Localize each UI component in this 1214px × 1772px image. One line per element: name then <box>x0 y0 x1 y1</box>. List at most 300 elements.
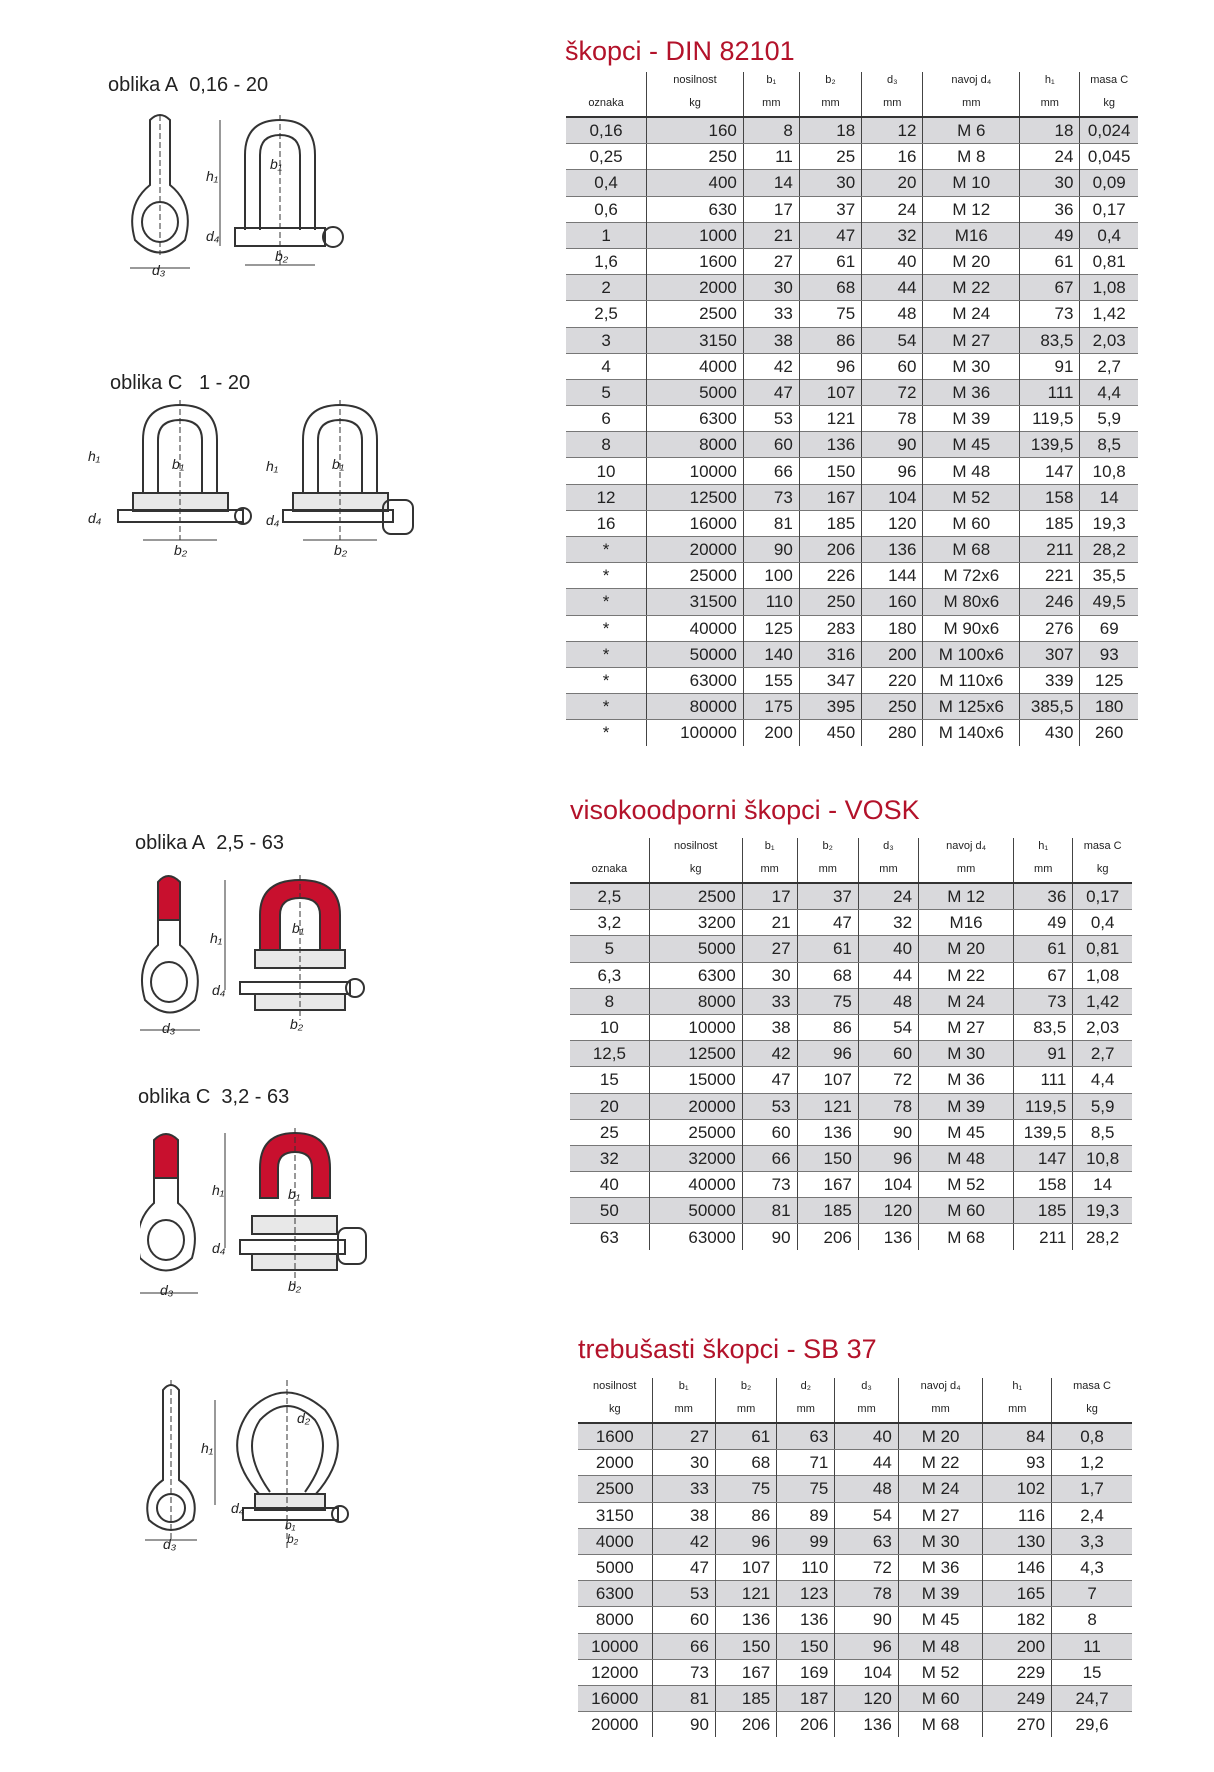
table-cell: 67 <box>1014 962 1073 988</box>
dim-b1-label: b₁ <box>270 156 283 172</box>
table-cell: 49 <box>1020 222 1080 248</box>
table-cell: M 100x6 <box>923 641 1020 667</box>
table-cell: 19,3 <box>1073 1198 1132 1224</box>
column-header-label: b₁ <box>764 840 775 852</box>
table-row <box>566 694 1138 720</box>
table-cell: M 20 <box>919 936 1014 962</box>
table-cell: M 12 <box>919 883 1014 910</box>
table-cell: M 60 <box>919 1198 1014 1224</box>
table-cell: M 22 <box>919 962 1014 988</box>
shackle-drawing-c1 <box>88 400 438 570</box>
table-cell: 121 <box>799 406 861 432</box>
table-cell: 125 <box>743 615 799 641</box>
table-cell: 316 <box>799 641 861 667</box>
din-title: škopci - DIN 82101 <box>565 36 795 66</box>
table-row <box>566 406 1138 432</box>
table-cell: 17 <box>742 883 797 910</box>
table-cell: 10000 <box>649 1014 742 1040</box>
column-header-label: nosilnost <box>673 840 718 852</box>
table-cell: 2500 <box>647 301 744 327</box>
dim-d3-label: d₃ <box>152 262 166 278</box>
column-header-unit: mm <box>956 863 976 875</box>
table-cell: 155 <box>743 667 799 693</box>
table-cell: 211 <box>1020 537 1080 563</box>
table-cell: 226 <box>799 563 861 589</box>
table-row <box>566 484 1138 510</box>
table-cell: 96 <box>797 1041 858 1067</box>
table-cell: 8 <box>566 432 647 458</box>
table-cell: 182 <box>983 1607 1052 1633</box>
table-cell: 33 <box>743 301 799 327</box>
table-cell: 6300 <box>578 1581 652 1607</box>
dim-b1-label: b₁ <box>292 920 305 936</box>
table-cell: 20 <box>862 170 923 196</box>
table-cell: 430 <box>1020 720 1080 746</box>
table-cell: 69 <box>1099 618 1119 638</box>
table-cell: 136 <box>862 537 923 563</box>
table-cell: 47 <box>742 1067 797 1093</box>
table-cell: 42 <box>743 353 799 379</box>
table-cell: 54 <box>862 327 923 353</box>
dim-b2-label: b₂ <box>288 1278 302 1294</box>
table-cell: * <box>566 537 647 563</box>
table-cell: 0,6 <box>566 196 647 222</box>
table-row <box>570 1172 1132 1198</box>
table-cell: 33 <box>742 988 797 1014</box>
table-cell: * <box>566 694 647 720</box>
table-cell: 1,7 <box>1052 1476 1132 1502</box>
table-cell: 40 <box>862 248 923 274</box>
table-row <box>578 1581 1132 1607</box>
table-cell: 385,5 <box>1020 694 1080 720</box>
table-cell: 40000 <box>647 615 744 641</box>
table-cell: 167 <box>797 1172 858 1198</box>
table-cell: 25000 <box>649 1119 742 1145</box>
table-cell: 100 <box>743 563 799 589</box>
table-row <box>570 910 1132 936</box>
table-cell: 1000 <box>647 222 744 248</box>
table-row <box>578 1450 1132 1476</box>
table-cell: 206 <box>715 1712 776 1738</box>
table-cell: 8 <box>743 117 799 144</box>
table-cell: 2000 <box>647 275 744 301</box>
table-cell: 220 <box>862 667 923 693</box>
table-cell: 47 <box>652 1554 715 1580</box>
table-cell: 50000 <box>647 641 744 667</box>
dim-h1-label: h₁ <box>201 1440 214 1456</box>
table-cell: 10,8 <box>1092 461 1126 481</box>
table-cell: 0,16 <box>566 117 647 144</box>
table-cell: 175 <box>743 694 799 720</box>
table-cell: 260 <box>1095 723 1124 743</box>
table-row <box>566 432 1138 458</box>
column-header <box>1073 838 1132 883</box>
table-row <box>566 170 1138 196</box>
table-cell: 40 <box>835 1423 898 1450</box>
table-cell: 48 <box>862 301 923 327</box>
table-cell: 4,4 <box>1090 1070 1115 1090</box>
table-cell: 12,5 <box>570 1041 649 1067</box>
table-cell: 136 <box>799 432 861 458</box>
table-cell: 110 <box>743 589 799 615</box>
column-header-label: navoj d₄ <box>920 1380 961 1392</box>
table-cell: 37 <box>799 196 861 222</box>
table-cell: 7 <box>1052 1581 1132 1607</box>
table-cell: 20 <box>570 1093 649 1119</box>
table-cell: 0,81 <box>1073 936 1132 962</box>
table-cell: 12500 <box>649 1041 742 1067</box>
table-cell: 1,6 <box>566 248 647 274</box>
sb37-title: trebušasti škopci - SB 37 <box>578 1334 877 1364</box>
table-cell: 93 <box>983 1450 1052 1476</box>
table-cell: 63 <box>777 1423 835 1450</box>
table-cell: 347 <box>799 667 861 693</box>
table-cell: 400 <box>647 170 744 196</box>
table-cell: 21 <box>742 910 797 936</box>
table-cell: 73 <box>652 1659 715 1685</box>
table-cell: 116 <box>983 1502 1052 1528</box>
dim-b2-label: b₂ <box>174 542 188 558</box>
table-cell: M 60 <box>898 1685 983 1711</box>
table-cell: 66 <box>743 458 799 484</box>
table-cell: 30 <box>743 275 799 301</box>
table-cell: 90 <box>835 1607 898 1633</box>
table-cell: 60 <box>743 432 799 458</box>
table-cell: 40 <box>858 936 918 962</box>
table-cell: M 8 <box>923 144 1020 170</box>
table-cell: 49 <box>1014 910 1073 936</box>
table-cell: 61 <box>799 248 861 274</box>
table-cell: 8000 <box>647 432 744 458</box>
table-cell: 283 <box>799 615 861 641</box>
column-header-unit: oznaka <box>591 863 628 875</box>
table-cell: 63000 <box>647 667 744 693</box>
table-cell: 63 <box>835 1528 898 1554</box>
table-cell: 10 <box>570 1014 649 1040</box>
dim-h1-label: h₁ <box>210 930 223 946</box>
column-header-unit: kg <box>689 97 701 109</box>
table-cell: 38 <box>743 327 799 353</box>
table-cell: 47 <box>797 910 858 936</box>
table-cell: M 60 <box>923 510 1020 536</box>
table-cell: M 20 <box>898 1423 983 1450</box>
table-cell: 75 <box>777 1476 835 1502</box>
table-cell: 0,4 <box>1090 913 1115 933</box>
din-table <box>566 72 1138 746</box>
table-cell: 0,8 <box>1052 1423 1132 1450</box>
table-cell: 4000 <box>647 353 744 379</box>
column-header-unit: mm <box>1008 1403 1027 1415</box>
table-cell: M 36 <box>923 379 1020 405</box>
table-cell: 3,2 <box>570 910 649 936</box>
column-header-label: masa C <box>1090 74 1129 86</box>
table-cell: 90 <box>652 1712 715 1738</box>
table-cell: 8000 <box>578 1607 652 1633</box>
table-cell: 12 <box>566 484 647 510</box>
dim-d3-label: d₃ <box>160 1282 174 1298</box>
table-cell: 200 <box>983 1633 1052 1659</box>
table-cell: M 27 <box>898 1502 983 1528</box>
table-cell: M 12 <box>923 196 1020 222</box>
column-header-unit: mm <box>821 97 840 109</box>
table-cell: 6300 <box>649 962 742 988</box>
table-cell: 0,4 <box>1080 222 1138 248</box>
table-cell: 27 <box>742 936 797 962</box>
table-cell: 91 <box>1014 1041 1073 1067</box>
table-cell: 48 <box>858 988 918 1014</box>
table-cell: 72 <box>835 1554 898 1580</box>
column-header-unit: mm <box>1034 863 1053 875</box>
table-cell: M 90x6 <box>923 615 1020 641</box>
table-cell: 18 <box>1020 117 1080 144</box>
table-cell: 47 <box>743 379 799 405</box>
table-cell: 15000 <box>649 1067 742 1093</box>
table-cell: 53 <box>743 406 799 432</box>
column-header-label: h₁ <box>1012 1380 1023 1392</box>
dim-b2-label: b₂ <box>290 1016 304 1032</box>
table-row <box>578 1554 1132 1580</box>
table-cell: 73 <box>743 484 799 510</box>
table-cell: 200 <box>743 720 799 746</box>
column-header-label: b₂ <box>740 1380 752 1392</box>
column-header <box>858 838 918 883</box>
table-cell: 16000 <box>578 1685 652 1711</box>
column-header <box>898 1378 983 1423</box>
table-cell: 140 <box>743 641 799 667</box>
table-cell: 123 <box>777 1581 835 1607</box>
table-cell: 25 <box>799 144 861 170</box>
table-cell: 0,045 <box>1087 147 1131 167</box>
table-cell: 14 <box>743 170 799 196</box>
table-cell: 0,024 <box>1080 117 1138 144</box>
sb37-table <box>578 1378 1132 1737</box>
table-cell: 75 <box>797 988 858 1014</box>
table-row <box>578 1528 1132 1554</box>
table-cell: 15 <box>570 1067 649 1093</box>
table-row <box>566 222 1138 248</box>
table-cell: 395 <box>799 694 861 720</box>
table-cell: 16 <box>566 510 647 536</box>
table-cell: 107 <box>797 1067 858 1093</box>
column-header <box>1052 1378 1132 1423</box>
table-cell: 206 <box>777 1712 835 1738</box>
dim-h1-label: h₁ <box>206 168 219 184</box>
table-cell: 119,5 <box>1014 1093 1073 1119</box>
table-cell: M 140x6 <box>923 720 1020 746</box>
table-cell: 78 <box>862 406 923 432</box>
table-cell: 4 <box>566 353 647 379</box>
shackle-drawing-sb37 <box>145 1380 375 1570</box>
table-cell: 8000 <box>649 988 742 1014</box>
table-cell: M 68 <box>898 1712 983 1738</box>
table-cell: 211 <box>1014 1224 1073 1250</box>
table-cell: 1,08 <box>1080 275 1138 301</box>
table-cell: 27 <box>743 248 799 274</box>
table-row <box>566 379 1138 405</box>
dim-d4-label: d₄ <box>88 510 102 526</box>
table-cell: 20000 <box>649 1093 742 1119</box>
column-header-label: nosilnost <box>673 74 717 86</box>
column-header-label: b₂ <box>825 74 836 86</box>
table-cell: * <box>566 720 647 746</box>
table-cell: 16000 <box>647 510 744 536</box>
table-cell: 78 <box>858 1093 918 1119</box>
table-cell: 63 <box>570 1224 649 1250</box>
table-cell: 90 <box>743 537 799 563</box>
table-cell: M 6 <box>923 117 1020 144</box>
column-header <box>715 1378 776 1423</box>
table-cell: 72 <box>858 1067 918 1093</box>
table-cell: 61 <box>797 936 858 962</box>
table-cell: 73 <box>742 1172 797 1198</box>
table-cell: M 45 <box>923 432 1020 458</box>
table-cell: 36 <box>1014 883 1073 910</box>
table-cell: 66 <box>652 1633 715 1659</box>
table-cell: 249 <box>983 1685 1052 1711</box>
table-cell: 0,4 <box>566 170 647 196</box>
table-cell: 144 <box>862 563 923 589</box>
column-header-unit: mm <box>736 1403 756 1415</box>
column-header-unit: oznaka <box>588 97 624 109</box>
table-cell: 81 <box>652 1685 715 1711</box>
column-header <box>799 72 861 117</box>
column-header <box>1080 72 1138 117</box>
table-row <box>566 615 1138 641</box>
table-row <box>578 1607 1132 1633</box>
column-header <box>797 838 858 883</box>
table-row <box>570 988 1132 1014</box>
table-cell: 10,8 <box>1073 1145 1132 1171</box>
table-cell: 18 <box>799 117 861 144</box>
column-header-label: b₁ <box>766 74 777 86</box>
table-cell: M16 <box>919 910 1014 936</box>
table-cell: 96 <box>799 353 861 379</box>
table-cell: 96 <box>858 1145 918 1171</box>
table-cell: M 52 <box>923 484 1020 510</box>
table-cell: 2,5 <box>570 883 649 910</box>
table-cell: 86 <box>715 1502 776 1528</box>
table-cell: 90 <box>742 1224 797 1250</box>
column-header-label: nosilnost <box>593 1380 637 1392</box>
table-cell: 96 <box>835 1633 898 1659</box>
table-row <box>570 1119 1132 1145</box>
table-cell: 67 <box>1020 275 1080 301</box>
table-cell: 32 <box>862 222 923 248</box>
table-cell: 5000 <box>649 936 742 962</box>
column-header-label: b₁ <box>678 1380 689 1392</box>
table-row <box>570 883 1132 910</box>
table-row <box>566 641 1138 667</box>
table-cell: 167 <box>715 1659 776 1685</box>
table-cell: 169 <box>777 1659 835 1685</box>
table-cell: M 22 <box>898 1450 983 1476</box>
column-header <box>647 72 744 117</box>
table-cell: 2500 <box>649 883 742 910</box>
table-cell: 16 <box>862 144 923 170</box>
table-cell: 1600 <box>647 248 744 274</box>
table-cell: 63000 <box>649 1224 742 1250</box>
column-header-label: d₃ <box>861 1380 872 1392</box>
table-cell: M 10 <box>923 170 1020 196</box>
table-cell: 270 <box>983 1712 1052 1738</box>
table-row <box>566 327 1138 353</box>
table-cell: 30 <box>652 1450 715 1476</box>
table-cell: 24,7 <box>1052 1685 1132 1711</box>
table-cell: M 72x6 <box>923 563 1020 589</box>
table-cell: 71 <box>777 1450 835 1476</box>
table-cell: 6300 <box>647 406 744 432</box>
table-cell: 0,17 <box>1092 199 1126 219</box>
column-header-label: h₁ <box>1038 840 1049 852</box>
column-header-unit: mm <box>883 97 902 109</box>
table-cell: 73 <box>1020 301 1080 327</box>
table-cell: M16 <box>923 222 1020 248</box>
table-cell: 49,5 <box>1080 589 1138 615</box>
table-row <box>566 275 1138 301</box>
table-cell: 307 <box>1020 641 1080 667</box>
table-cell: 10000 <box>647 458 744 484</box>
table-cell: 61 <box>1020 248 1080 274</box>
table-cell: 75 <box>715 1476 776 1502</box>
table-cell: 185 <box>799 510 861 536</box>
table-cell: 136 <box>835 1712 898 1738</box>
table-cell: M 52 <box>919 1172 1014 1198</box>
table-cell: 44 <box>835 1450 898 1476</box>
table-cell: 12000 <box>578 1659 652 1685</box>
table-cell: 104 <box>862 484 923 510</box>
table-cell: 2,03 <box>1086 1018 1120 1038</box>
column-header-unit: mm <box>760 863 779 875</box>
column-header-unit: mm <box>962 97 981 109</box>
table-row <box>566 196 1138 222</box>
dim-h1-label: h₁ <box>88 448 101 464</box>
dim-d3-label: d₃ <box>162 1020 176 1036</box>
table-cell: 24 <box>1020 144 1080 170</box>
table-cell: 139,5 <box>1020 432 1080 458</box>
table-cell: 80000 <box>647 694 744 720</box>
table-cell: 25 <box>570 1119 649 1145</box>
table-cell: * <box>566 615 647 641</box>
table-row <box>570 1145 1132 1171</box>
table-cell: 160 <box>862 589 923 615</box>
table-row <box>566 537 1138 563</box>
table-row <box>566 667 1138 693</box>
table-cell: 2,4 <box>1080 1505 1104 1525</box>
table-cell: 0,09 <box>1080 170 1138 196</box>
table-row <box>578 1712 1132 1738</box>
table-cell: 8,5 <box>1090 1122 1115 1142</box>
column-header <box>570 838 649 883</box>
table-cell: 125 <box>1095 671 1124 691</box>
table-row <box>566 589 1138 615</box>
column-header-label: d₃ <box>886 74 898 86</box>
table-cell: 28,2 <box>1086 1227 1120 1247</box>
table-cell: M 30 <box>898 1528 983 1554</box>
column-header <box>777 1378 835 1423</box>
dim-d4-label: d₄ <box>206 228 220 244</box>
table-cell: 54 <box>858 1014 918 1040</box>
table-cell: 5,9 <box>1097 409 1122 429</box>
table-cell: 107 <box>715 1554 776 1580</box>
table-cell: 5000 <box>647 379 744 405</box>
table-cell: 206 <box>799 537 861 563</box>
table-cell: M 30 <box>919 1041 1014 1067</box>
table-cell: 8,5 <box>1080 432 1138 458</box>
table-cell: M 30 <box>923 353 1020 379</box>
column-header <box>919 838 1014 883</box>
table-cell: 96 <box>862 458 923 484</box>
column-header-unit: mm <box>1040 97 1059 109</box>
